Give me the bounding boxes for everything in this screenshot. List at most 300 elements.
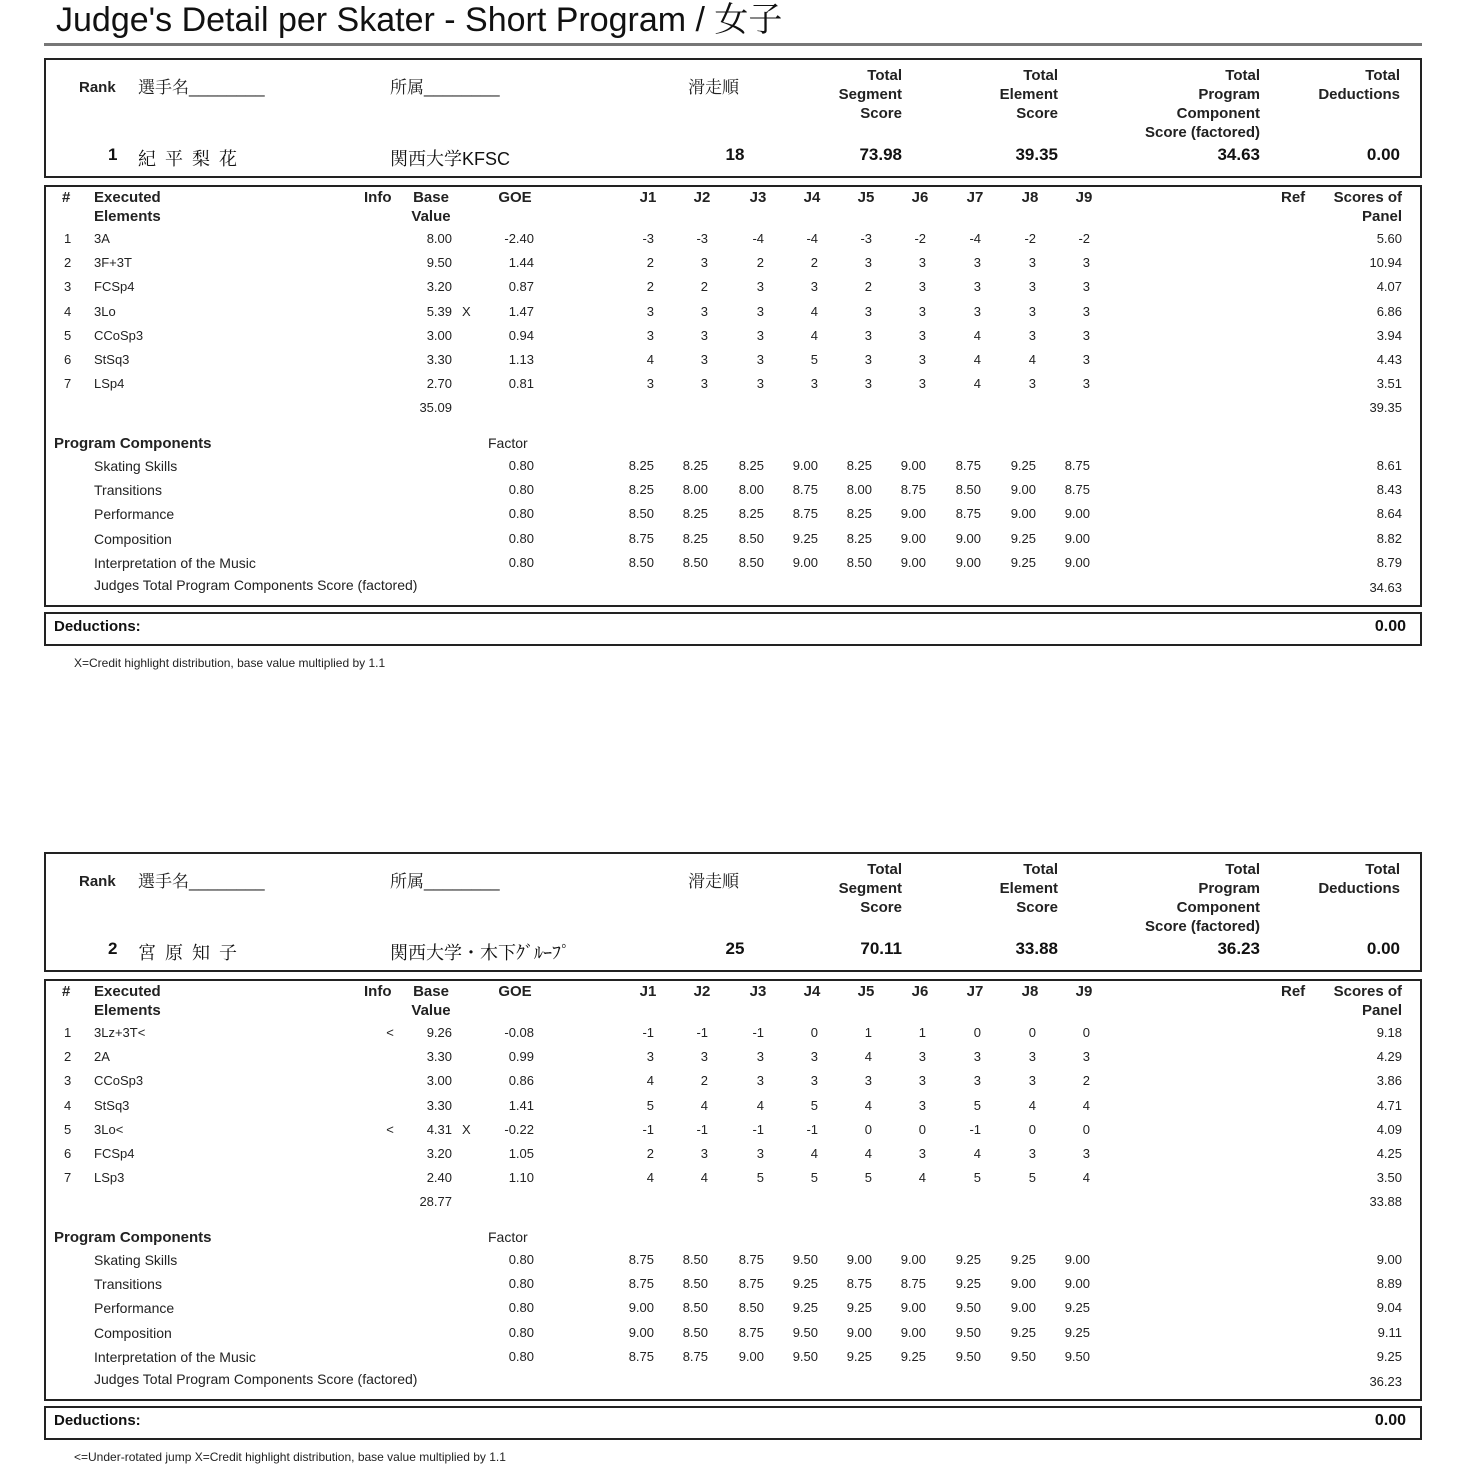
tes-header-line: Total (1023, 861, 1058, 878)
element-code: LSp3 (94, 1170, 125, 1186)
judge-component-score-6: 9.25 (900, 1348, 926, 1364)
judge-component-score-4: 9.50 (792, 1252, 818, 1267)
skater-details-box (44, 979, 1422, 1401)
component-factor: 0.80 (508, 506, 534, 522)
judge-component-score-1: 9.00 (628, 1300, 654, 1316)
component-name: Interpretation of the Music (94, 1348, 256, 1365)
judge-component-score-2: 8.00 (682, 482, 708, 498)
judge-goe-3: 3 (756, 376, 764, 392)
deductions-box (44, 1406, 1422, 1440)
judge-component-score-1: 8.25 (628, 458, 654, 473)
base-value-header: Value (411, 208, 451, 225)
judge-component-score-8: 9.25 (1010, 554, 1036, 570)
element-panel-score: 3.86 (1376, 1073, 1402, 1089)
element-info: < (386, 1121, 394, 1137)
element-goe: 1.10 (508, 1170, 534, 1186)
element-base-value: 3.00 (426, 1073, 452, 1089)
element-base-value: 2.70 (426, 376, 452, 392)
judge-component-score-9: 9.00 (1064, 554, 1090, 570)
ref-header: Ref (1281, 983, 1306, 1000)
judges-total-label: Judges Total Program Components Score (factored) (94, 577, 418, 593)
judge-goe-2: 2 (700, 1073, 708, 1089)
judge-goe-3: 4 (756, 1097, 764, 1113)
judge-goe-7: 3 (973, 279, 981, 295)
element-goe: 1.13 (508, 352, 534, 367)
judge-component-score-6: 9.00 (900, 1324, 926, 1340)
judge-component-score-4: 9.00 (792, 458, 818, 473)
judge-goe-4: 4 (810, 327, 818, 343)
element-score-total: 33.88 (1369, 1194, 1402, 1210)
executed-elements-header: Executed (94, 189, 161, 206)
component-name: Performance (94, 506, 175, 523)
element-code: FCSp4 (94, 279, 135, 295)
judge-component-score-1: 8.50 (628, 554, 654, 570)
judge-component-score-7: 8.75 (955, 506, 981, 522)
judge-goe-2: 3 (700, 255, 708, 271)
scores-of-panel-header: Scores of (1333, 983, 1402, 1000)
total-deductions: 0.00 (1366, 939, 1400, 958)
judge-goe-8: 3 (1028, 1146, 1036, 1161)
judge-goe-3: 3 (756, 303, 764, 319)
component-name: Transitions (94, 482, 162, 499)
judge-goe-4: 5 (810, 352, 818, 367)
element-number: 1 (64, 231, 72, 246)
element-base-value: 3.30 (426, 1049, 452, 1065)
total-deductions: 0.00 (1366, 145, 1400, 164)
judge-goe-8: 4 (1028, 352, 1036, 367)
deductions-value: 0.00 (1374, 618, 1406, 635)
judge-component-score-7: 8.75 (955, 458, 981, 473)
judge-header-j9: J9 (1075, 983, 1093, 1000)
element-number: 5 (64, 1121, 72, 1137)
judge-header-j1: J1 (639, 983, 657, 1000)
component-panel-score: 8.64 (1376, 506, 1402, 522)
element-number: 2 (64, 1049, 72, 1065)
order-label: 滑走順 (688, 78, 739, 97)
judge-goe-6: 3 (918, 255, 926, 271)
judge-goe-5: 3 (864, 376, 872, 392)
skater-name: 紀 平 梨 花 (138, 149, 240, 169)
deductions-header-line: Total (1365, 861, 1400, 878)
rank-label: Rank (79, 79, 116, 96)
judge-goe-2: 3 (700, 376, 708, 392)
judge-goe-4: 3 (810, 1049, 818, 1065)
tes-header-line: Score (1016, 899, 1058, 916)
judge-goe-9: 3 (1082, 303, 1090, 319)
judge-goe-7: 4 (973, 376, 981, 392)
judge-component-score-1: 8.75 (628, 1276, 654, 1292)
judge-component-score-5: 9.25 (846, 1300, 872, 1316)
pcs-header-line: Component (1176, 899, 1260, 916)
judge-goe-1: -1 (642, 1025, 654, 1040)
program-components-title: Program Components (54, 435, 212, 452)
base-value-header: Base (413, 189, 449, 206)
judge-component-score-3: 8.75 (738, 1252, 764, 1267)
component-panel-score: 8.89 (1376, 1276, 1402, 1292)
judge-component-score-8: 9.25 (1010, 458, 1036, 473)
judge-goe-6: 4 (918, 1170, 926, 1186)
judge-goe-6: 3 (918, 1073, 926, 1089)
judge-goe-3: 5 (756, 1170, 764, 1186)
judge-component-score-4: 9.00 (792, 554, 818, 570)
judge-goe-8: 5 (1028, 1170, 1036, 1186)
deductions-label: Deductions: (54, 618, 141, 635)
element-number: 4 (64, 1097, 72, 1113)
element-panel-score: 3.94 (1376, 327, 1402, 343)
component-name: Composition (94, 1324, 172, 1341)
element-goe: 1.41 (508, 1097, 534, 1113)
pcs-header-line: Total (1225, 67, 1260, 84)
element-code: 3F+3T (94, 255, 132, 271)
skating-order: 25 (725, 939, 745, 958)
judge-component-score-5: 8.25 (846, 458, 872, 473)
judge-component-score-7: 9.00 (955, 530, 981, 546)
tes-header-line: Total (1023, 67, 1058, 84)
judge-goe-1: 4 (646, 1073, 654, 1089)
component-factor: 0.80 (508, 1324, 534, 1340)
judge-goe-6: 3 (918, 376, 926, 392)
judge-goe-7: 3 (973, 1073, 981, 1089)
info-header: Info (364, 983, 392, 1000)
element-number: 3 (64, 279, 72, 295)
judge-goe-9: 3 (1082, 327, 1090, 343)
element-panel-score: 4.25 (1376, 1146, 1402, 1161)
judge-goe-1: 2 (646, 1146, 654, 1161)
total-segment-score: 70.11 (860, 939, 902, 958)
element-number: 3 (64, 1073, 72, 1089)
judge-component-score-2: 8.50 (682, 1276, 708, 1292)
judge-goe-9: 3 (1082, 255, 1090, 271)
judge-header-j9: J9 (1075, 189, 1093, 206)
element-code: 3Lo< (94, 1121, 124, 1137)
tes-header-line: Element (999, 86, 1058, 103)
element-goe: 0.87 (508, 279, 534, 295)
component-name: Performance (94, 1300, 175, 1317)
judge-component-score-4: 8.75 (792, 506, 818, 522)
element-code: 3Lz+3T< (94, 1025, 146, 1040)
judge-component-score-6: 9.00 (900, 1300, 926, 1316)
judge-goe-4: 0 (810, 1025, 818, 1040)
judge-goe-7: 3 (973, 255, 981, 271)
judge-component-score-1: 8.50 (628, 506, 654, 522)
club-label: 所属________ (390, 78, 500, 97)
component-factor: 0.80 (508, 530, 534, 546)
judge-component-score-9: 9.00 (1064, 1252, 1090, 1267)
judge-goe-9: 0 (1082, 1025, 1090, 1040)
element-info: < (386, 1025, 394, 1040)
judge-goe-4: -4 (806, 231, 818, 246)
judge-header-j5: J5 (857, 189, 875, 206)
judge-component-score-5: 9.25 (846, 1348, 872, 1364)
judge-goe-5: 3 (864, 352, 872, 367)
element-code: CCoSp3 (94, 1073, 144, 1089)
element-panel-score: 4.29 (1376, 1049, 1402, 1065)
judge-component-score-3: 8.75 (738, 1276, 764, 1292)
element-number: 5 (64, 327, 72, 343)
judge-component-score-7: 9.25 (955, 1252, 981, 1267)
judge-header-j7: J7 (966, 983, 984, 1000)
judge-goe-1: 3 (646, 303, 654, 319)
judge-component-score-3: 8.00 (738, 482, 764, 498)
judge-goe-4: 5 (810, 1170, 818, 1186)
judge-header-j1: J1 (639, 189, 657, 206)
judge-goe-4: 4 (810, 1146, 818, 1161)
component-factor: 0.80 (508, 482, 534, 498)
title-divider (44, 43, 1422, 46)
element-number: 7 (64, 1170, 72, 1186)
judge-component-score-2: 8.25 (682, 530, 708, 546)
judge-component-score-6: 9.00 (900, 1252, 926, 1267)
element-goe: 0.86 (508, 1073, 534, 1089)
judge-component-score-2: 8.75 (682, 1348, 708, 1364)
judges-total-label: Judges Total Program Components Score (factored) (94, 1371, 418, 1387)
judge-goe-5: 2 (864, 279, 872, 295)
judge-header-j6: J6 (911, 189, 929, 206)
judge-goe-7: -1 (969, 1121, 981, 1137)
skater-club: 関西大学KFSC (390, 149, 511, 169)
component-name: Transitions (94, 1276, 162, 1293)
judge-goe-2: 4 (700, 1170, 708, 1186)
skating-order: 18 (725, 145, 745, 164)
element-code: 2A (94, 1049, 110, 1065)
judge-goe-5: 3 (864, 303, 872, 319)
judge-header-j8: J8 (1021, 983, 1039, 1000)
total-segment-score: 73.98 (859, 145, 902, 164)
judge-component-score-8: 9.00 (1010, 506, 1036, 522)
program-components-title: Program Components (54, 1229, 212, 1246)
judge-goe-1: 3 (646, 1049, 654, 1065)
judge-goe-8: 0 (1028, 1121, 1036, 1137)
judge-goe-5: 3 (864, 255, 872, 271)
judge-component-score-6: 8.75 (900, 482, 926, 498)
judge-goe-4: 2 (810, 255, 818, 271)
judge-header-j2: J2 (693, 983, 711, 1000)
judge-goe-2: 3 (700, 1146, 708, 1161)
judge-component-score-6: 8.75 (900, 1276, 926, 1292)
judge-goe-1: -1 (642, 1121, 654, 1137)
judge-goe-2: 2 (700, 279, 708, 295)
base-value-total: 28.77 (419, 1194, 452, 1210)
judge-component-score-2: 8.50 (682, 1252, 708, 1267)
judge-goe-9: 3 (1082, 376, 1090, 392)
skater-details-box (44, 185, 1422, 607)
name-label: 選手名________ (138, 872, 265, 891)
judge-goe-3: 2 (756, 255, 764, 271)
tes-header-line: Element (999, 880, 1058, 897)
element-number: 6 (64, 1146, 72, 1161)
element-base-value: 3.30 (426, 1097, 452, 1113)
executed-elements-header: Elements (94, 208, 161, 225)
element-number: 2 (64, 255, 72, 271)
component-name: Skating Skills (94, 1252, 178, 1268)
judge-component-score-2: 8.25 (682, 458, 708, 473)
judge-component-score-1: 8.75 (628, 530, 654, 546)
judge-component-score-9: 9.00 (1064, 1276, 1090, 1292)
judge-component-score-3: 8.75 (738, 1324, 764, 1340)
judge-goe-9: -2 (1078, 231, 1090, 246)
deductions-label: Deductions: (54, 1412, 141, 1429)
judge-goe-9: 4 (1082, 1170, 1090, 1186)
judge-goe-5: 4 (864, 1097, 872, 1113)
component-panel-score: 8.43 (1376, 482, 1402, 498)
element-code: StSq3 (94, 1097, 130, 1113)
judge-goe-2: 3 (700, 1049, 708, 1065)
judge-component-score-4: 9.50 (792, 1324, 818, 1340)
pcs-header-line: Total (1225, 861, 1260, 878)
element-panel-score: 3.50 (1376, 1170, 1402, 1186)
tes-header-line: Score (1016, 105, 1058, 122)
element-goe: 1.05 (508, 1146, 534, 1161)
component-panel-score: 9.25 (1376, 1348, 1402, 1364)
judge-goe-5: 4 (864, 1049, 872, 1065)
judge-goe-4: 3 (810, 279, 818, 295)
factor-header: Factor (488, 1229, 528, 1245)
judge-goe-9: 2 (1082, 1073, 1090, 1089)
judge-component-score-8: 9.25 (1010, 530, 1036, 546)
element-base-value: 5.39 (426, 303, 452, 319)
skater-header-box (44, 58, 1422, 178)
element-base-value: 9.50 (426, 255, 452, 271)
component-factor: 0.80 (508, 1348, 534, 1364)
component-name: Skating Skills (94, 458, 178, 474)
judge-goe-7: 4 (973, 352, 981, 367)
judge-goe-3: 3 (756, 1073, 764, 1089)
judge-component-score-3: 8.25 (738, 458, 764, 473)
judge-goe-3: -1 (752, 1121, 764, 1137)
component-factor: 0.80 (508, 1276, 534, 1292)
element-base-value: 3.20 (426, 279, 452, 295)
element-base-value: 2.40 (426, 1170, 452, 1186)
tss-header-line: Segment (838, 86, 902, 103)
element-goe: 0.94 (508, 327, 534, 343)
judge-goe-2: -3 (696, 231, 708, 246)
judge-goe-4: 5 (810, 1097, 818, 1113)
judge-goe-5: 4 (864, 1146, 872, 1161)
judge-component-score-8: 9.25 (1010, 1324, 1036, 1340)
judge-goe-7: 5 (973, 1097, 981, 1113)
pcs-header-line: Score (factored) (1144, 918, 1260, 935)
component-panel-score: 9.04 (1376, 1300, 1402, 1316)
judge-goe-7: 3 (973, 303, 981, 319)
element-base-value: 3.20 (426, 1146, 452, 1161)
judge-goe-8: 3 (1028, 376, 1036, 392)
judge-goe-8: 3 (1028, 303, 1036, 319)
judge-goe-1: 4 (646, 352, 654, 367)
element-number: 1 (64, 1025, 72, 1040)
scores-of-panel-header: Panel (1361, 208, 1402, 225)
judge-goe-1: 3 (646, 327, 654, 343)
rank-label: Rank (79, 873, 116, 890)
credit-highlight-mark: X (462, 1121, 471, 1137)
element-goe: 1.44 (508, 255, 534, 271)
component-factor: 0.80 (508, 554, 534, 570)
num-header: # (62, 189, 71, 206)
judge-goe-4: 3 (810, 1073, 818, 1089)
tss-header-line: Total (867, 67, 902, 84)
judge-component-score-8: 9.00 (1010, 482, 1036, 498)
judge-component-score-9: 9.25 (1064, 1324, 1090, 1340)
judge-goe-6: 3 (918, 279, 926, 295)
deductions-value: 0.00 (1374, 1412, 1406, 1429)
judge-component-score-3: 8.50 (738, 1300, 764, 1316)
judge-component-score-6: 9.00 (900, 554, 926, 570)
pcs-header-line: Score (factored) (1144, 124, 1260, 141)
judge-goe-7: 0 (973, 1025, 981, 1040)
component-name: Interpretation of the Music (94, 554, 256, 571)
judge-component-score-7: 9.50 (955, 1300, 981, 1316)
judge-component-score-1: 8.75 (628, 1348, 654, 1364)
judge-goe-6: 3 (918, 1049, 926, 1065)
element-code: FCSp4 (94, 1146, 135, 1161)
judge-goe-1: 2 (646, 255, 654, 271)
component-panel-score: 8.61 (1376, 458, 1402, 473)
base-value-total: 35.09 (419, 400, 452, 416)
footnote: X=Credit highlight distribution, base value multiplied by 1.1 (74, 656, 386, 670)
total-element-score: 39.35 (1015, 145, 1058, 164)
element-code: CCoSp3 (94, 327, 144, 343)
judge-header-j7: J7 (966, 189, 984, 206)
element-number: 6 (64, 352, 72, 367)
judge-component-score-8: 9.25 (1010, 1252, 1036, 1267)
tss-header-line: Segment (838, 880, 902, 897)
element-base-value: 8.00 (426, 231, 452, 246)
judge-header-j3: J3 (749, 983, 767, 1000)
judge-component-score-9: 8.75 (1064, 458, 1090, 473)
info-header: Info (364, 189, 392, 206)
judge-goe-6: 3 (918, 327, 926, 343)
component-factor: 0.80 (508, 1300, 534, 1316)
judge-goe-2: -1 (696, 1121, 708, 1137)
judge-goe-1: 4 (646, 1170, 654, 1186)
component-factor: 0.80 (508, 458, 534, 473)
judge-component-score-8: 9.50 (1010, 1348, 1036, 1364)
club-label: 所属________ (390, 872, 500, 891)
judge-goe-4: -1 (806, 1121, 818, 1137)
judge-goe-8: 3 (1028, 327, 1036, 343)
component-panel-score: 8.79 (1376, 554, 1402, 570)
judge-component-score-1: 9.00 (628, 1324, 654, 1340)
skater-rank: 1 (108, 145, 118, 164)
base-value-header: Base (413, 983, 449, 1000)
judge-goe-6: 3 (918, 1146, 926, 1161)
judge-component-score-4: 9.25 (792, 1300, 818, 1316)
tss-header-line: Score (860, 105, 902, 122)
name-label: 選手名________ (138, 78, 265, 97)
component-panel-score: 8.82 (1376, 530, 1402, 546)
judge-header-j4: J4 (803, 189, 821, 206)
scores-of-panel-header: Scores of (1333, 189, 1402, 206)
judge-component-score-4: 8.75 (792, 482, 818, 498)
element-goe: 0.99 (508, 1049, 534, 1065)
judge-component-score-5: 8.25 (846, 506, 872, 522)
deductions-header-line: Total (1365, 67, 1400, 84)
component-name: Composition (94, 530, 172, 547)
judge-goe-7: 4 (973, 1146, 981, 1161)
element-number: 4 (64, 303, 72, 319)
element-base-value: 4.31 (426, 1121, 452, 1137)
judge-component-score-3: 8.50 (738, 530, 764, 546)
pcs-header-line: Program (1198, 86, 1260, 103)
judge-component-score-5: 8.00 (846, 482, 872, 498)
scores-of-panel-header: Panel (1361, 1002, 1402, 1019)
element-panel-score: 6.86 (1376, 303, 1402, 319)
element-base-value: 9.26 (426, 1025, 452, 1040)
judge-component-score-7: 8.50 (955, 482, 981, 498)
judge-header-j5: J5 (857, 983, 875, 1000)
judge-component-score-4: 9.25 (792, 530, 818, 546)
element-code: LSp4 (94, 376, 125, 392)
judge-goe-3: 3 (756, 1049, 764, 1065)
